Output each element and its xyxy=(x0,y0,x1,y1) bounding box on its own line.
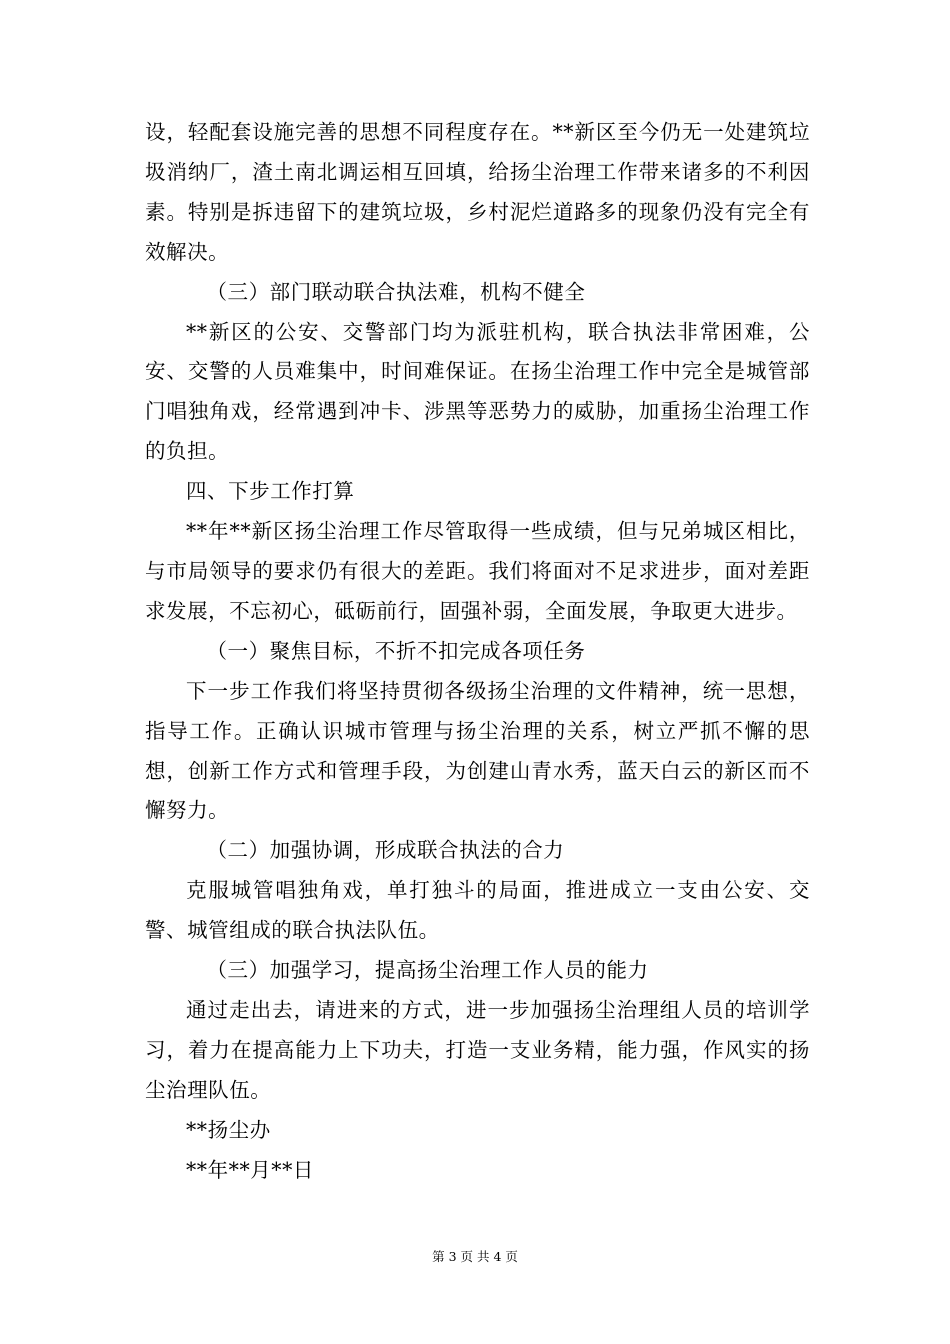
signature-office: **扬尘办 xyxy=(186,1117,271,1142)
paragraph-joint-enforcement: **新区的公安、交警部门均为派驻机构，联合执法非常困难，公安、交警的人员难集中，时间难保证。在扬尘治理工作中完全是城管部门唱独角戏，经常遇到冲卡、涉黑等恶势力的威胁，加重扬尘治理工作的负担。 xyxy=(145,319,810,464)
page-number: 第 3 页 共 4 页 xyxy=(432,1249,518,1264)
page-footer xyxy=(0,1248,950,1266)
document-body xyxy=(145,113,810,1190)
subheading-strengthen-coordination: （二）加强协调，形成联合执法的合力 xyxy=(206,838,565,863)
subheading-focus-goals: （一）聚焦目标，不折不扣完成各项任务 xyxy=(206,638,586,663)
paragraph-1: 设，轻配套设施完善的思想不同程度存在。**新区至今仍无一处建筑垃圾消纳厂，渣土南北调运相互回填，给扬尘治理工作带来诸多的不利因素。特别是拆违留下的建筑垃圾，乡村泥烂道路多的现象仍没有完全有效解决。 xyxy=(145,120,810,264)
subheading-dept-coordination: （三）部门联动联合执法难，机构不健全 xyxy=(206,279,586,304)
paragraph-next-steps-intro: **年**新区扬尘治理工作尽管取得一些成绩，但与兄弟城区相比，与市局领导的要求仍有很大的差距。我们将面对不足求进步，面对差距求发展，不忘初心，砥砺前行，固强补弱，全面发展，争取更大进步。 xyxy=(145,519,810,623)
subheading-strengthen-learning: （三）加强学习，提高扬尘治理工作人员的能力 xyxy=(206,958,649,983)
paragraph-strengthen-coordination: 克服城管唱独角戏，单打独斗的局面，推进成立一支由公安、交警、城管组成的联合执法队伍。 xyxy=(145,878,810,943)
section-heading-next-steps: 四、下步工作打算 xyxy=(186,479,355,504)
paragraph-strengthen-learning: 通过走出去，请进来的方式，进一步加强扬尘治理组人员的培训学习，着力在提高能力上下功夫，打造一支业务精，能力强，作风实的扬尘治理队伍。 xyxy=(145,997,810,1102)
paragraph-focus-goals: 下一步工作我们将坚持贯彻各级扬尘治理的文件精神，统一思想，指导工作。正确认识城市管理与扬尘治理的关系，树立严抓不懈的思想，创新工作方式和管理手段，为创建山青水秀，蓝天白云的新区而不懈努力。 xyxy=(145,678,810,823)
signature-date: **年**月**日 xyxy=(186,1157,314,1182)
